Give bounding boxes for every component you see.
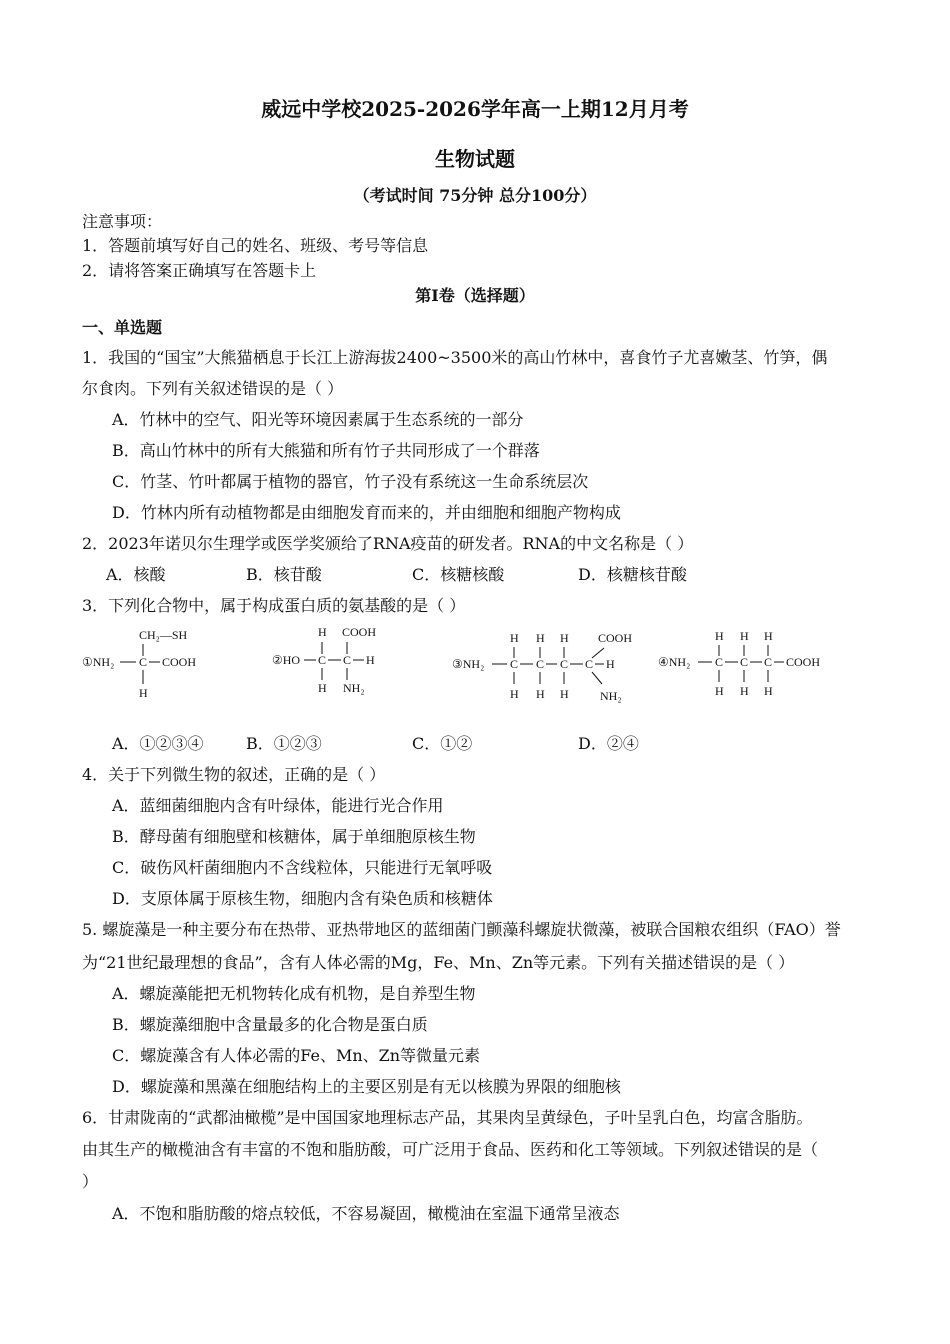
s4-carbon: C bbox=[740, 655, 749, 669]
s3-carbon: C bbox=[510, 657, 519, 671]
question-1-line: 尔食肉。下列有关叙述错误的是（ ） bbox=[82, 379, 344, 398]
s1-carbon: C bbox=[139, 655, 148, 669]
question-1-line: 1．我国的“国宝”大熊猫栖息于长江上游海拔2400~3500米的高山竹林中，喜食竹子尤喜嫩茎、竹笋，偶 bbox=[82, 348, 828, 367]
note-item: 2．请将答案正确填写在答题卡上 bbox=[82, 261, 317, 280]
s2-top2: COOH bbox=[342, 625, 377, 639]
s3-carbon: C bbox=[585, 657, 594, 671]
question-3-line: 3．下列化合物中，属于构成蛋白质的氨基酸的是（ ） bbox=[82, 596, 466, 615]
question-6-line: ） bbox=[82, 1172, 99, 1191]
option-3d: D．②④ bbox=[578, 734, 639, 753]
question-2-line: 2．2023年诺贝尔生理学或医学奖颁给了RNA疫苗的研发者。RNA的中文名称是（ ） bbox=[82, 534, 694, 553]
option-6a: A．不饱和脂肪酸的熔点较低，不容易凝固，橄榄油在室温下通常呈液态 bbox=[112, 1204, 620, 1223]
s4-carbon: C bbox=[715, 655, 724, 669]
s1-label: ①NH₂ bbox=[82, 655, 115, 669]
option-4a: A．蓝细菌细胞内含有叶绿体，能进行光合作用 bbox=[112, 796, 444, 815]
s3-carbon: C bbox=[536, 657, 545, 671]
s3-label: ③NH₂ bbox=[452, 657, 485, 671]
question-4-line: 4．关于下列微生物的叙述，正确的是（ ） bbox=[82, 765, 386, 784]
s4-bottom: H bbox=[740, 684, 749, 698]
question-6-line: 6．甘肃陇南的“武都油橄榄”是中国国家地理标志产品，其果肉呈黄绿色，子叶呈乳白色，均富含脂肪。 bbox=[82, 1108, 813, 1127]
s3-bottom: H bbox=[560, 687, 569, 701]
s4-carbon: C bbox=[764, 655, 773, 669]
s2-bottom1: H bbox=[318, 681, 327, 695]
question-5-line: 5. 螺旋藻是一种主要分布在热带、亚热带地区的蓝细菌门颤藻科螺旋状微藻，被联合国粮农组织（FAO）誉 bbox=[82, 920, 841, 939]
option-2a: A．核酸 bbox=[106, 565, 166, 584]
option-4b: B．酵母菌有细胞壁和核糖体，属于单细胞原核生物 bbox=[112, 827, 476, 846]
s4-label: ④NH₂ bbox=[658, 655, 691, 669]
s3-right: H bbox=[606, 657, 615, 671]
option-5d: D．螺旋藻和黑藻在细胞结构上的主要区别是有无以核膜为界限的细胞核 bbox=[112, 1077, 621, 1096]
s4-top: H bbox=[764, 629, 773, 643]
s2-top1: H bbox=[318, 625, 327, 639]
structure-4 bbox=[658, 622, 838, 706]
option-5b: B．螺旋藻细胞中含量最多的化合物是蛋白质 bbox=[112, 1015, 428, 1034]
s1-right: COOH bbox=[162, 655, 197, 669]
option-5c: C．螺旋藻含有人体必需的Fe、Mn、Zn等微量元素 bbox=[112, 1046, 481, 1065]
option-3b: B．①②③ bbox=[246, 734, 322, 753]
structure-1 bbox=[82, 622, 212, 706]
option-2b: B．核苷酸 bbox=[246, 565, 322, 584]
volume-heading: 第Ⅰ卷（选择题） bbox=[415, 286, 535, 305]
option-3a: A．①②③④ bbox=[112, 734, 204, 753]
s4-bottom: H bbox=[715, 684, 724, 698]
s3-bottom: H bbox=[536, 687, 545, 701]
s2-right: H bbox=[366, 653, 375, 667]
s2-carbon-1: C bbox=[318, 653, 327, 667]
option-3c: C．①② bbox=[412, 734, 473, 753]
s3-nh2: NH₂ bbox=[600, 689, 622, 703]
option-1d: D．竹林内所有动植物都是由细胞发育而来的，并由细胞和细胞产物构成 bbox=[112, 503, 621, 522]
s4-bottom: H bbox=[764, 684, 773, 698]
s2-bottom2: NH₂ bbox=[343, 681, 365, 695]
note-item: 1．答题前填写好自己的姓名、班级、考号等信息 bbox=[82, 236, 429, 255]
option-4d: D．支原体属于原核生物，细胞内含有染色质和核糖体 bbox=[112, 889, 493, 908]
s4-right: COOH bbox=[786, 655, 821, 669]
s3-carbon: C bbox=[560, 657, 569, 671]
option-1b: B．高山竹林中的所有大熊猫和所有竹子共同形成了一个群落 bbox=[112, 441, 540, 460]
subject-title: 生物试题 bbox=[435, 147, 515, 171]
s4-top: H bbox=[740, 629, 749, 643]
option-4c: C．破伤风杆菌细胞内不含线粒体，只能进行无氧呼吸 bbox=[112, 858, 493, 877]
option-2c: C．核糖核酸 bbox=[412, 565, 505, 584]
option-5a: A．螺旋藻能把无机物转化成有机物，是自养型生物 bbox=[112, 984, 476, 1003]
structure-2 bbox=[272, 622, 392, 706]
question-5-line: 为“21世纪最理想的食品”，含有人体必需的Mg，Fe、Mn、Zn等元素。下列有关描述错误的是（ ） bbox=[82, 953, 795, 972]
exam-title: 威远中学校2025-2026学年高一上期12月月考 bbox=[261, 97, 689, 121]
s1-side: CH₂—SH bbox=[139, 628, 188, 642]
s4-top: H bbox=[715, 629, 724, 643]
s3-top: H bbox=[510, 631, 519, 645]
s1-bottom: H bbox=[139, 686, 148, 700]
s3-cooh: COOH bbox=[598, 631, 633, 645]
option-1a: A．竹林中的空气、阳光等环境因素属于生态系统的一部分 bbox=[112, 410, 524, 429]
exam-info: （考试时间 75分钟 总分100分） bbox=[353, 186, 597, 205]
section-heading: 一、单选题 bbox=[82, 318, 163, 337]
s3-top: H bbox=[536, 631, 545, 645]
s2-carbon-2: C bbox=[343, 653, 352, 667]
structure-3 bbox=[452, 622, 642, 706]
s3-top: H bbox=[560, 631, 569, 645]
option-1c: C．竹茎、竹叶都属于植物的器官，竹子没有系统这一生命系统层次 bbox=[112, 472, 589, 491]
s2-label: ②HO bbox=[272, 653, 301, 667]
option-2d: D．核糖核苷酸 bbox=[578, 565, 687, 584]
notes-heading: 注意事项： bbox=[82, 212, 163, 231]
question-6-line: 由其生产的橄榄油含有丰富的不饱和脂肪酸，可广泛用于食品、医药和化工等领域。下列叙述错误的是（ bbox=[82, 1140, 819, 1159]
s3-bottom: H bbox=[510, 687, 519, 701]
